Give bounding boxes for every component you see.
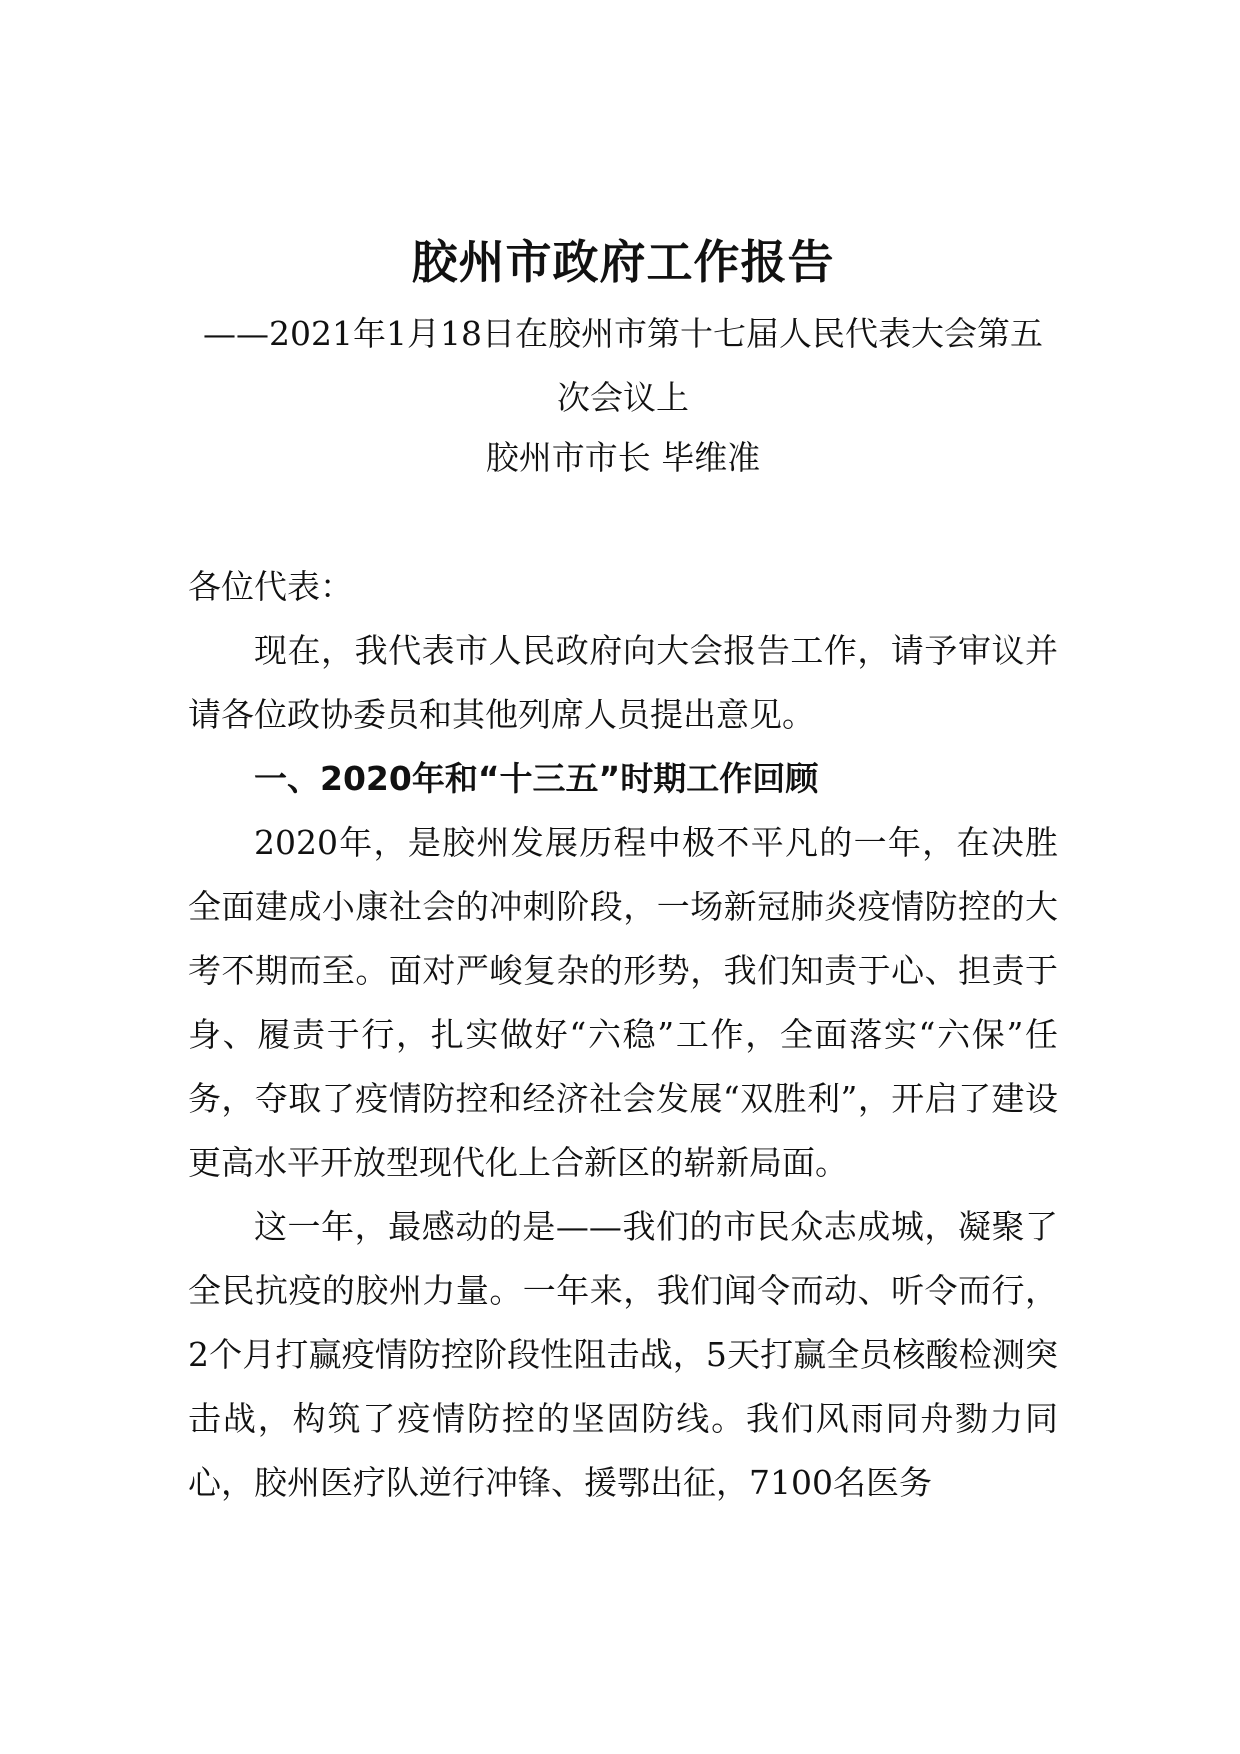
paragraph-this-year: 这一年，最感动的是——我们的市民众志成城，凝聚了全民抗疫的胶州力量。一年来，我们闻令而动、听令而行，2个月打赢疫情防控阶段性阻击战，5天打赢全员核酸检测突击战，构筑了疫情防控的坚固防线。我们风雨同舟勠力同心，胶州医疗队逆行冲锋、援鄂出征，7100名医务 [188,1207,1058,1502]
document-body [188,555,1058,1515]
paragraph-2020-review: 2020年，是胶州发展历程中极不平凡的一年，在决胜全面建成小康社会的冲刺阶段，一场新冠肺炎疫情防控的大考不期而至。面对严峻复杂的形势，我们知责于心、担责于身、履责于行，扎实做好“六稳”工作，全面落实“六保”任务，夺取了疫情防控和经济社会发展“双胜利”，开启了建设更高水平开放型现代化上合新区的崭新局面。 [188,823,1058,1182]
paragraph-intro: 现在，我代表市人民政府向大会报告工作，请予审议并请各位政协委员和其他列席人员提出意见。 [188,631,1058,734]
salutation: 各位代表： [188,567,353,606]
document-subtitle: ——2021年1月18日在胶州市第十七届人民代表大会第五次会议上 [203,314,1043,417]
document-title: 胶州市政府工作报告 [411,235,835,289]
document-author: 胶州市市长 毕维准 [485,438,761,477]
section-heading: 一、2020年和“十三五”时期工作回顾 [254,759,819,798]
